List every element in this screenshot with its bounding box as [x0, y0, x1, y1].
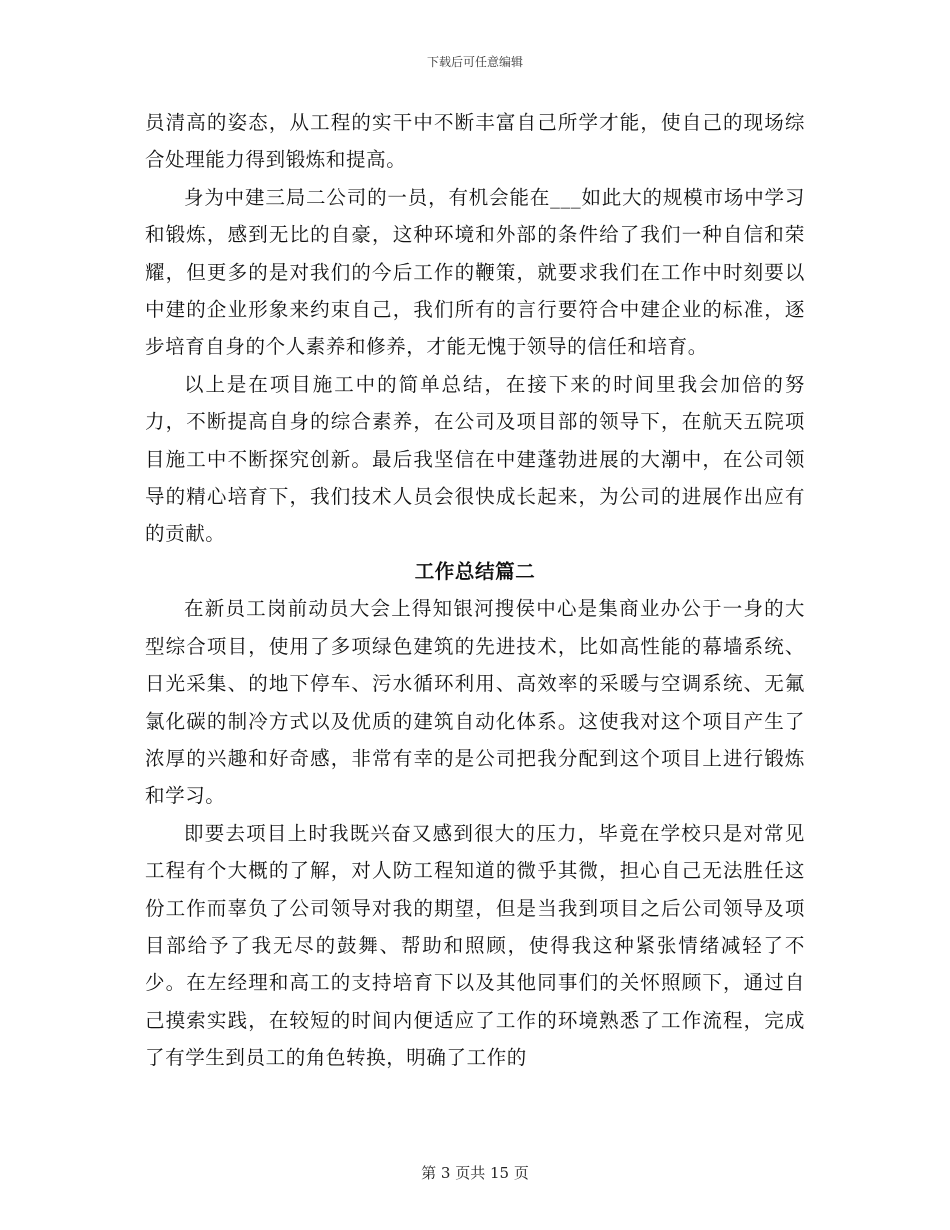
- section-title: 工作总结篇二: [414, 559, 536, 583]
- page-number: 第 3 页共 15 页: [421, 1164, 529, 1182]
- paragraph-4: 在新员工岗前动员大会上得知银河搜侯中心是集商业办公于一身的大型综合项目，使用了多项绿色建筑的先进技术，比如高性能的幕墙系统、日光采集、的地下停车、污水循环利用、高效率的采暖与空调系统、无氟氯化碳的制冷方式以及优质的建筑自动化体系。这使我对这个项目产生了浓厚的兴趣和好奇感，非常有幸的是公司把我分配到这个项目上进行锻炼和学习。: [145, 597, 805, 808]
- document-body: [145, 104, 805, 1077]
- paragraph-5: 即要去项目上时我既兴奋又感到很大的压力，毕竟在学校只是对常见工程有个大概的了解，对人防工程知道的微乎其微，担心自己无法胜任这份工作而辜负了公司领导对我的期望，但是当我到项目之后公司领导及项目部给予了我无尽的鼓舞、帮助和照顾，使得我这种紧张情绪减轻了不少。在左经理和高工的支持培育下以及其他同事们的关怀照顾下，通过自己摸索实践，在较短的时间内便适应了工作的环境熟悉了工作流程，完成了有学生到员工的角色转换，明确了工作的: [145, 821, 805, 1070]
- page-header: 下载后可任意编辑: [426, 55, 523, 69]
- paragraph-1: 员清高的姿态，从工程的实干中不断丰富自己所学才能，使自己的现场综合处理能力得到锻炼和提高。: [145, 111, 805, 172]
- paragraph-3: 以上是在项目施工中的简单总结，在接下来的时间里我会加倍的努力，不断提高自身的综合素养，在公司及项目部的领导下，在航天五院项目施工中不断探究创新。最后我坚信在中建蓬勃进展的大潮中，在公司领导的精心培育下，我们技术人员会很快成长起来，为公司的进展作出应有的贡献。: [145, 372, 805, 546]
- paragraph-2: 身为中建三局二公司的一员，有机会能在___如此大的规模市场中学习和锻炼，感到无比的自豪，这种环境和外部的条件给了我们一种自信和荣耀，但更多的是对我们的今后工作的鞭策，就要求我们在工作中时刻要以中建的企业形象来约束自己，我们所有的言行要符合中建企业的标准，逐步培育自身的个人素养和修养，才能无愧于领导的信任和培育。: [145, 185, 805, 359]
